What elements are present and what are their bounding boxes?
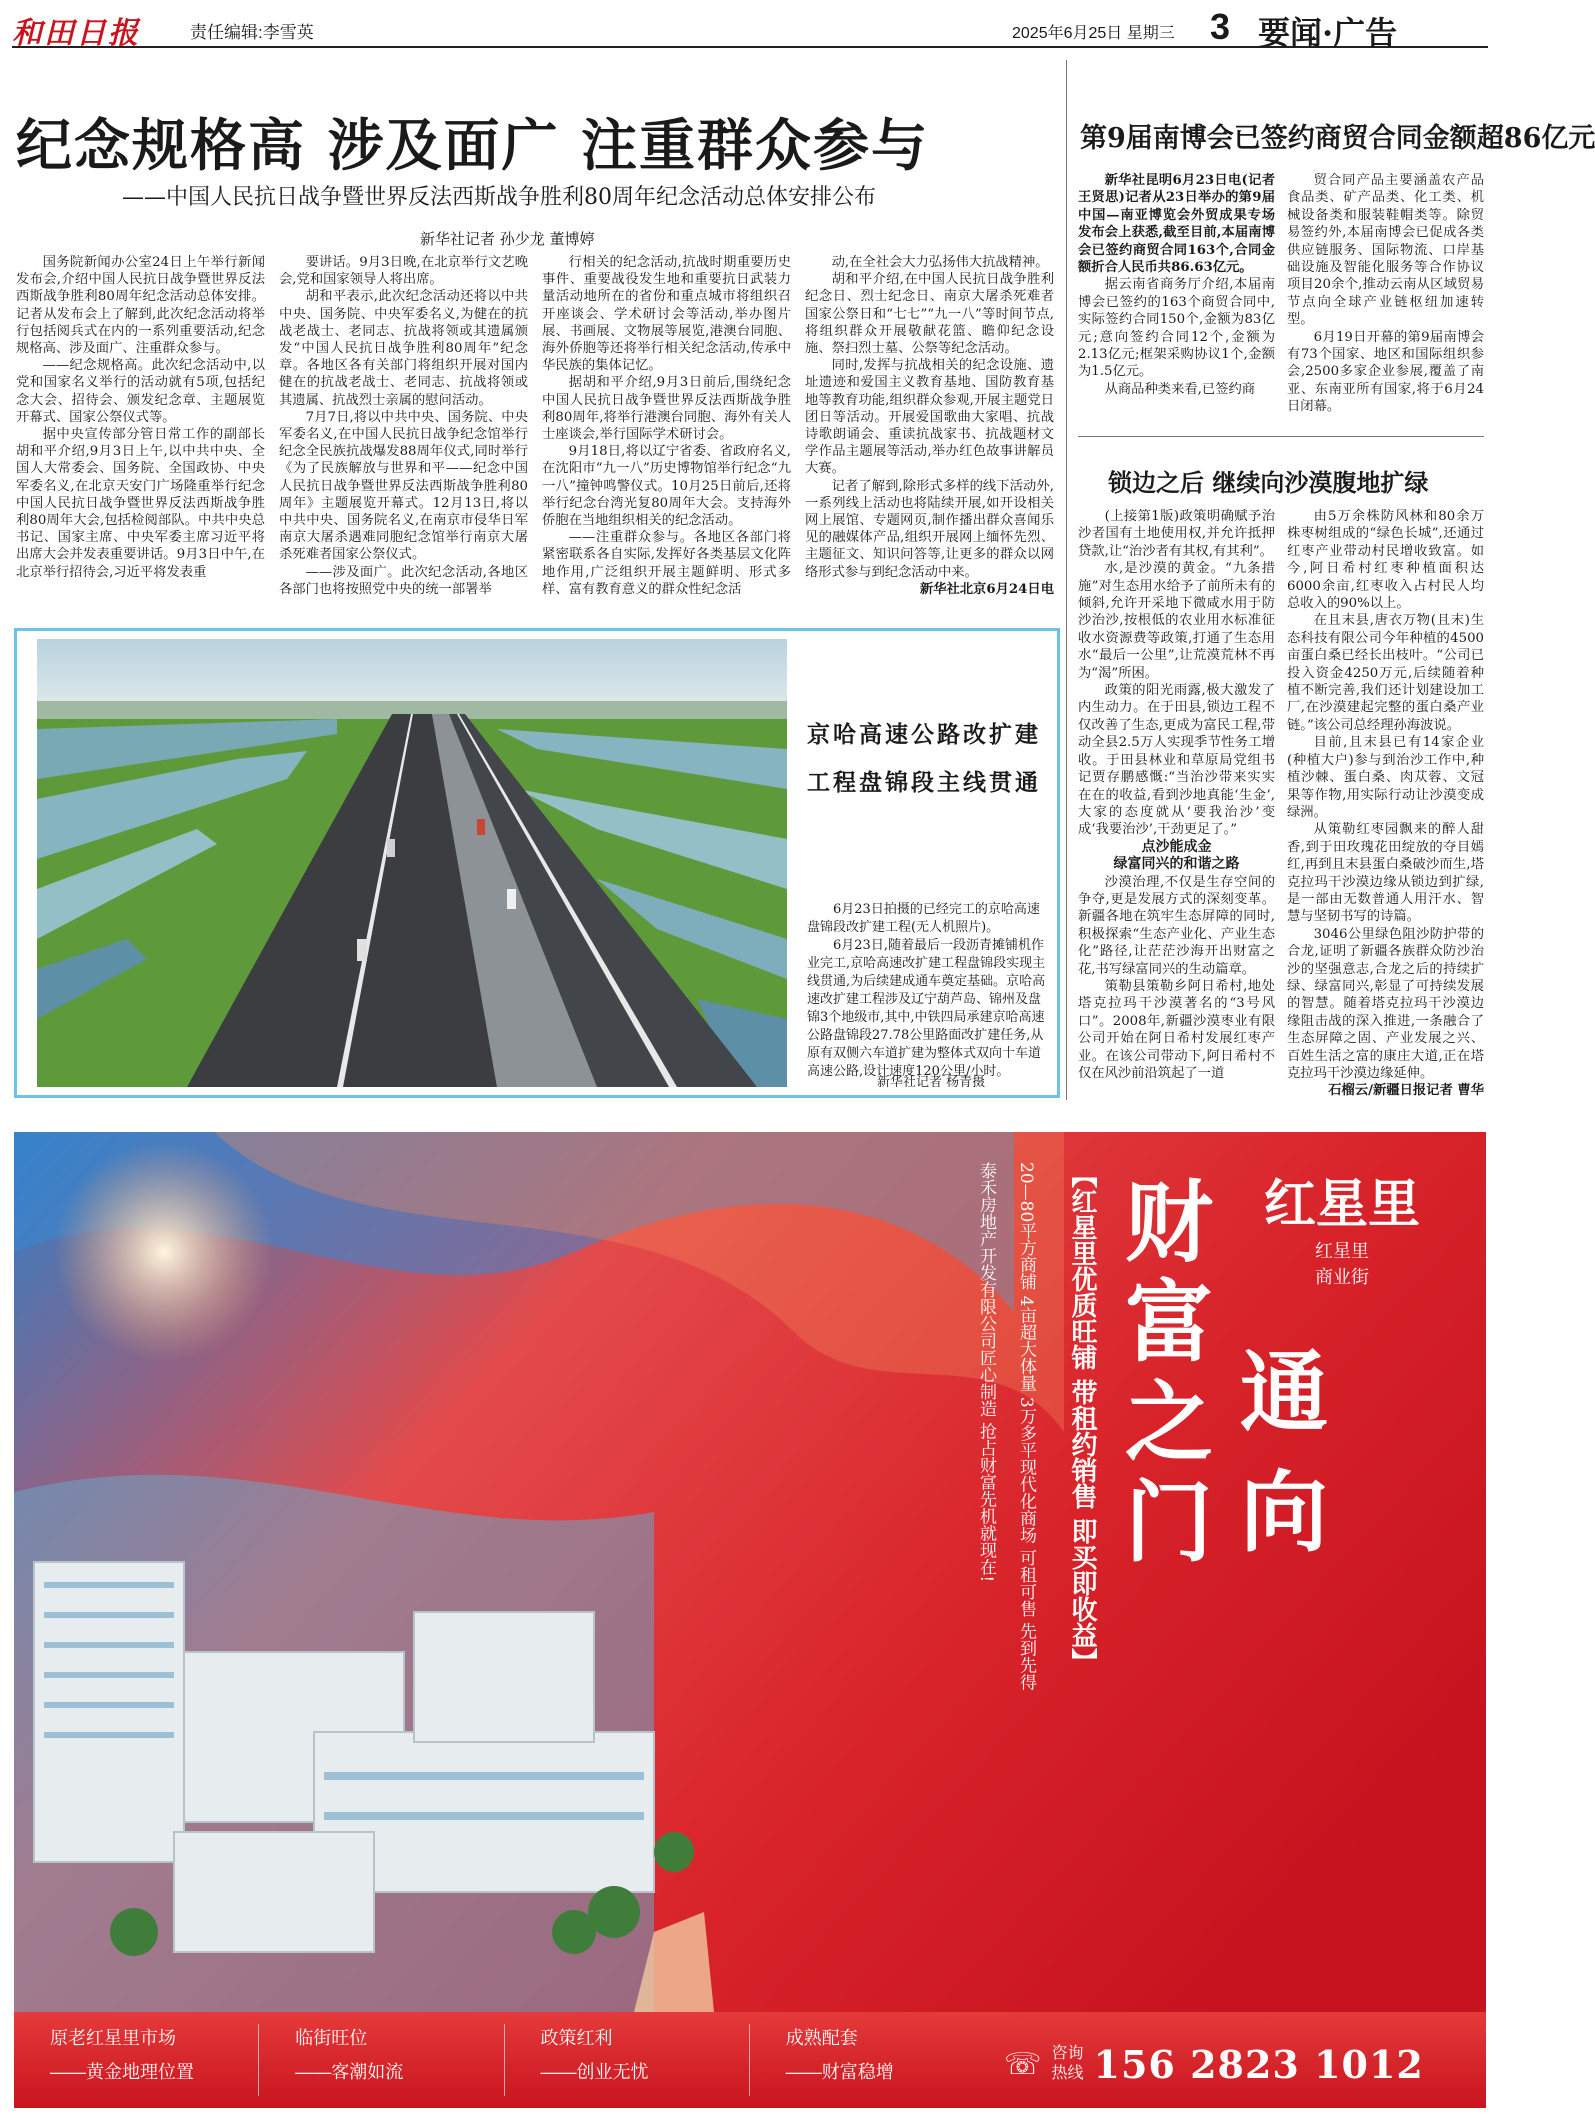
expo-headline: 第9届南博会已签约商贸合同金额超86亿元	[1080, 123, 1595, 154]
phone-icon: ☏	[1004, 2046, 1042, 2082]
brand-seal: 红星里	[1264, 1174, 1421, 1235]
column-divider	[1066, 60, 1067, 1100]
paragraph: (上接第1版)政策明确赋予治沙者国有土地使用权,并允许抵押贷款,让“治沙者有其权,有其利”。	[1078, 509, 1275, 559]
lead-column-4	[805, 254, 1054, 610]
slogan-char: 富	[1124, 1270, 1213, 1374]
paragraph: 在且末县,唐衣万物(且末)生态科技有限公司今年种植的4500亩蛋白桑已经长出枝叶。“公司已投入资金4250万元,后续随着种植不断完善,我们还计划建设加工厂,在沙漠建起完整的蛋白桑产业链。”该公司总经理孙海波说。	[1287, 613, 1484, 733]
selling-point	[505, 2024, 750, 2096]
point-sub: ——财富稳增	[785, 2062, 894, 2082]
photo-headline-line: 京哈高速公路改扩建	[807, 721, 1041, 748]
paragraph: 据中央宣传部分管日常工作的副部长胡和平介绍,9月3日上午,以中共中央、全国人大常委会、国务院、全国政协、中央军委名义,在北京天安门广场隆重举行纪念中国人民抗日战争暨世界反法西斯战争胜利80周年大会,包括检阅部队。中共中央总书记、国家主席、中央军委主席习近平将出席大会并发表重要讲话。9月3日中午,在北京举行招待会,习近平将发表重	[16, 427, 265, 580]
point-sub: ——创业无忧	[540, 2062, 649, 2082]
section-rule	[1078, 436, 1484, 437]
expo-body	[1078, 172, 1484, 422]
photo-feature-box	[14, 628, 1060, 1098]
selling-point	[750, 2024, 994, 2096]
desert-column-2	[1287, 508, 1484, 1099]
hotline-number[interactable]: 156 2823 1012	[1093, 2041, 1424, 2087]
desert-subhead: 绿富同兴的和谐之路	[1113, 856, 1240, 873]
paragraph: 由5万余株防风林和80余万株枣树组成的“绿色长城”,还通过红枣产业带动村民增收致富。如今,阿日希村红枣种植面积达6000余亩,红枣收入占村民人均总收入的90%以上。	[1287, 509, 1484, 612]
desert-subhead: 点沙能成金	[1141, 838, 1212, 855]
desert-column-1	[1078, 508, 1275, 1096]
paragraph: 政策的阳光雨露,极大激发了内生动力。在于田县,锁边工程不仅改善了生态,更成为富民工程,带动全县2.5万人实现季节性务工增收。于田县林业和草原局党组书记贾存鹏感慨:“当治沙带来实实在在的收益,看到沙地真能‘生金’,大家的态度就从‘要我治沙’变成‘我要治沙’,干劲更足了。”	[1078, 683, 1275, 838]
lead-byline: 新华社记者 孙少龙 董博婷	[420, 230, 595, 248]
slogan-char: 之	[1124, 1370, 1213, 1474]
feature-text: 20—80平方商铺 4亩超大体量 3万多平现代化商场 可租可售 先到先得	[1016, 1162, 1036, 1691]
paragraph: 7月7日,将以中共中央、国务院、中央军委名义,在中国人民抗日战争纪念馆举行纪念全民族抗战爆发88周年仪式,同时举行《为了民族解放与世界和平——纪念中国人民抗日战争暨世界反法西斯战争胜利80周年》主题展览开幕式。12月13日,将以中共中央、国务院名义,在南京市侵华日军南京大屠杀遇难同胞纪念馆举行南京大屠杀死难者国家公祭仪式。	[279, 409, 528, 563]
editor-credit: 责任编辑:李雪英	[190, 23, 314, 42]
issue-date: 2025年6月25日 星期三	[1012, 25, 1175, 42]
hotline-label-line: 咨询	[1051, 2045, 1084, 2062]
lead-column-2	[279, 254, 528, 610]
photo-headline	[807, 711, 1041, 807]
paragraph: 从商品种类来看,已签约商	[1104, 381, 1256, 397]
slogan-column-1	[1119, 1172, 1219, 1572]
paragraph: 目前,且末县已有14家企业(种植大户)参与到治沙工作中,种植沙棘、蛋白桑、肉苁蓉、文冠果等作物,用实际行动让沙漠变成绿洲。	[1287, 735, 1484, 820]
developer-text: 泰禾房地产开发有限公司匠心制造 抢占财富先机就现在!	[976, 1162, 996, 1583]
paragraph: 记者了解到,除形式多样的线下活动外,一系列线上活动也将陆续开展,如开设相关网上展馆、专题网页,制作播出群众喜闻乐见的融媒体产品,组织开展网上缅怀先烈、主题征文、知识问答等,让更多的群众以网络形式参与到纪念活动中来。	[805, 478, 1054, 580]
expo-column-1	[1078, 172, 1275, 422]
paragraph: 行相关的纪念活动,抗战时期重要历史事件、重要战役发生地和重要抗日武装力量活动地所在的省份和重点城市将组织召开座谈会、学术研讨会等活动,举办图片展、书画展、文物展等展览,港澳台同胞、海外侨胞等还将举行相关纪念活动,传承中华民族的集体记忆。	[542, 255, 791, 374]
point-title: 成熟配套	[785, 2028, 858, 2048]
selling-point	[259, 2024, 504, 2096]
point-sub: ——客潮如流	[295, 2062, 404, 2082]
paragraph: 新华社昆明6月23日电(记者 王贤思)记者从23日举办的第9届中国—南亚博览会外贸成果专场发布会上获悉,截至目前,本届南博会已签约商贸合同163个,合同金额折合人民币共86.63亿元。	[1078, 173, 1275, 276]
masthead	[12, 6, 1488, 52]
point-title: 政策红利	[540, 2028, 613, 2048]
slogan-column-2	[1234, 1332, 1334, 1572]
lead-signature: 新华社北京6月24日电	[919, 581, 1054, 597]
paragraph: 9月18日,将以辽宁省委、省政府名义,在沈阳市“九一八”历史博物馆举行纪念“九一八”撞钟鸣警仪式。10月25日前后,还将举行纪念台湾光复80周年大会。支持海外侨胞在当地组织相关的纪念活动。	[542, 444, 791, 529]
lead-subheadline: ——中国人民抗日战争暨世界反法西斯战争胜利80周年纪念活动总体安排公布	[122, 185, 876, 210]
paragraph: 从策勒红枣园飘来的醉人甜香,到于田玫瑰花田绽放的夺目嫣红,再到且末县蛋白桑破沙而生,塔克拉玛干沙漠边缘从锁边到扩绿,是一部由无数普通人用汗水、智慧与坚韧书写的诗篇。	[1287, 822, 1484, 925]
point-sub: ——黄金地理位置	[50, 2062, 194, 2082]
desert-body	[1078, 508, 1484, 1099]
paragraph: 沙漠治理,不仅是生存空间的争夺,更是发展方式的深刻变革。新疆各地在筑牢生态屏障的同时,积极探索“生态产业化、产业生态化”路径,让茫茫沙海开出财富之花,书写绿富同兴的生动篇章。	[1078, 874, 1275, 977]
paragraph: 胡和平表示,此次纪念活动还将以中共中央、国务院、中央军委名义,为健在的抗战老战士、老同志、抗战将领或其遗属颁发“中国人民抗日战争胜利80周年”纪念章。各地区各有关部门将组织开展对国内健在的抗战老战士、老同志、抗战将领或其遗属、抗战烈士亲属的慰问活动。	[279, 289, 528, 408]
brand-logo	[1264, 1162, 1420, 1289]
caption-paragraph: 6月23日,随着最后一段沥青摊铺机作业完工,京哈高速改扩建工程盘锦段实现主线贯通,为后续建成通车奠定基础。京哈高速改扩建工程涉及辽宁葫芦岛、锦州及盘锦3个地级市,其中,中铁四局承建京哈高速公路盘锦段27.78公里路面改扩建任务,从原有双侧六车道扩建为整体式双向十车道高速公路,设计速度120公里/小时。	[807, 938, 1046, 1079]
hotline-label-line: 热线	[1051, 2065, 1084, 2082]
paragraph: 同时,发挥与抗战相关的纪念设施、遗址遗迹和爱国主义教育基地、国防教育基地等教育功能,组织群众参观,开展主题党日团日等活动。开展爱国歌曲大家唱、抗战诗歌朗诵会、重读抗战家书、抗战题材文学作品主题展等活动,举办红色故事讲解员大赛。	[805, 358, 1054, 477]
hotline-label	[1052, 2044, 1084, 2084]
photo-headline-line: 工程盘锦段主线贯通	[807, 769, 1041, 796]
point-title: 原老红星里市场	[50, 2028, 176, 2048]
paragraph: 据胡和平介绍,9月3日前后,围绕纪念中国人民抗日战争暨世界反法西斯战争胜利80周年,将举行港澳台同胞、海外有关人士座谈会,举行国际学术研讨会。	[542, 375, 791, 443]
brand-name-line: 商业街	[1315, 1267, 1369, 1287]
lead-body	[16, 254, 1054, 610]
paragraph: 3046公里绿色阻沙防护带的合龙,证明了新疆各族群众防沙治沙的坚强意志,合龙之后的持续扩绿、绿富同兴,彰显了可持续发展的智慧。随着塔克拉玛干沙漠边缘阻击战的深入推进,一条融合了生态屏障之固、产业发展之兴、百姓生活之富的康庄大道,正在塔克拉玛干沙漠边缘延伸。	[1287, 926, 1484, 1081]
real-estate-advertisement	[14, 1132, 1486, 2108]
caption-paragraph: 6月23日拍摄的已经完工的京哈高速盘锦段改扩建工程(无人机照片)。	[807, 902, 1040, 935]
lead-column-1	[16, 254, 265, 610]
desert-signature: 石榴云/新疆日报记者 曹华	[1328, 1083, 1484, 1099]
expo-column-2	[1287, 172, 1484, 422]
paragraph: 6月19日开幕的第9届南博会有73个国家、地区和国际组织参会,2500多家企业参展,覆盖了南亚、东南亚所有国家,将于6月24日闭幕。	[1287, 329, 1484, 415]
paragraph: 水,是沙漠的黄金。“九条措施”对生态用水给予了前所未有的倾斜,允许开采地下微咸水用于防沙治沙,按根低的农业用水标准征收水资源费等政策,打通了生态用水“最后一公里”,让荒漠荒林不再为“渴”所困。	[1078, 561, 1275, 681]
point-title: 临街旺位	[295, 2028, 368, 2048]
paragraph: ——涉及面广。此次纪念活动,各地区各部门也将按照党中央的统一部署举	[279, 564, 528, 597]
paragraph: 策勒县策勒乡阿日希村,地处塔克拉玛干沙漠著名的“3号风口”。2008年,新疆沙漠枣业有限公司开始在阿日希村发展红枣产业。在该公司带动下,阿日希村不仅在风沙前沿筑起了一道	[1078, 978, 1275, 1081]
slogan-char: 财	[1124, 1170, 1213, 1274]
paragraph: ——纪念规格高。此次纪念活动中,以党和国家名义举行的活动就有5项,包括纪念大会、招待会、颁发纪念章、主题展览开幕式、国家公祭仪式等。	[16, 358, 265, 425]
lead-headline: 纪念规格高 涉及面广 注重群众参与	[16, 113, 929, 179]
lead-column-3	[542, 254, 791, 610]
hotline-block	[1004, 2034, 1474, 2094]
paragraph: 要讲话。9月3日晚,在北京举行文艺晚会,党和国家领导人将出席。	[279, 255, 528, 288]
paragraph: 据云南省商务厅介绍,本届南博会已签约的163个商贸合同中,实际签约合同150个,金额为83亿元;意向签约合同12个,金额为2.13亿元;框架采购协议1个,金额为1.5亿元。	[1078, 277, 1275, 380]
brand-name-line: 红星里	[1315, 1241, 1369, 1261]
paragraph: 贸合同产品主要涵盖农产品食品类、矿产品类、化工类、机械设备类和服装鞋帽类等。除贸易签约外,本届南博会已促成各类供应链服务、国际物流、口岸基础设施及智能化服务等合作协议项目20余个,推动云南从区域贸易节点向全球产业链枢纽加速转型。	[1287, 173, 1484, 328]
selling-points	[14, 2024, 994, 2096]
highway-aerial-photo	[37, 639, 787, 1087]
paragraph: 动,在全社会大力弘扬伟大抗战精神。	[831, 255, 1049, 270]
slogan-char: 向	[1239, 1460, 1328, 1564]
desert-headline: 锁边之后 继续向沙漠腹地扩绿	[1108, 468, 1429, 497]
paragraph: ——注重群众参与。各地区各部门将紧密联系各自实际,发挥好各类基层文化阵地作用,广泛组织开展主题鲜明、形式多样、富有教育意义的群众性纪念活	[542, 530, 791, 597]
page-number: 3	[1210, 6, 1231, 47]
paper-logo: 和田日报	[12, 16, 140, 51]
section-title: 要闻·广告	[1258, 14, 1398, 52]
offer-text: 【红星里优质旺铺 带租约销售 即买即收益】	[1067, 1162, 1097, 1675]
selling-point	[14, 2024, 259, 2096]
slogan-char: 通	[1239, 1340, 1328, 1444]
photo-credit: 新华社记者 杨青摄	[877, 1075, 986, 1090]
slogan-char: 门	[1124, 1470, 1213, 1574]
paragraph: 国务院新闻办公室24日上午举行新闻发布会,介绍中国人民抗日战争暨世界反法西斯战争胜利80周年纪念活动总体安排。记者从发布会上了解到,此次纪念活动将举行包括阅兵式在内的一系列重要活动,纪念规格高、涉及面广、注重群众参与。	[16, 255, 265, 357]
paragraph: 胡和平介绍,在中国人民抗日战争胜利纪念日、烈士纪念日、南京大屠杀死难者国家公祭日和“七七”“九一八”等时间节点,将组织群众开展敬献花篮、瞻仰纪念设施、祭扫烈士墓、公祭等纪念活动。	[805, 272, 1054, 357]
photo-caption	[807, 901, 1047, 1081]
